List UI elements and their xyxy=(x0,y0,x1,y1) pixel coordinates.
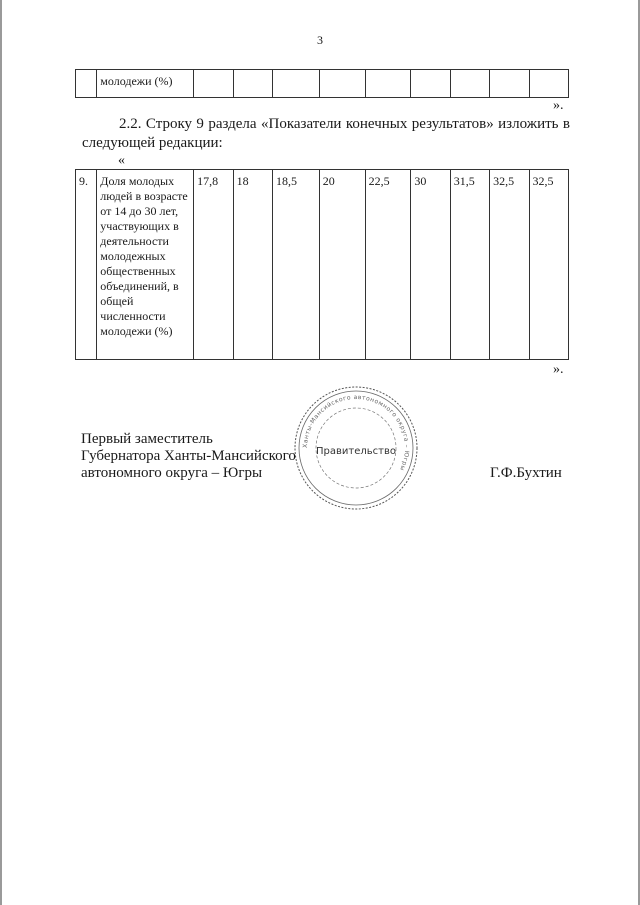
value-cell: 32,5 xyxy=(529,170,568,360)
table-cell: молодежи (%) xyxy=(97,70,194,98)
table-cell xyxy=(411,70,450,98)
table-cell xyxy=(272,70,319,98)
table-cell xyxy=(450,70,489,98)
table-row xyxy=(76,70,569,98)
value-cell: 30 xyxy=(411,170,450,360)
scan-edge-left xyxy=(0,0,2,905)
table-cell xyxy=(529,70,568,98)
official-stamp xyxy=(292,384,420,512)
table-cell xyxy=(194,70,233,98)
table-row-9 xyxy=(75,169,569,360)
signatory-name: Г.Ф.Бухтин xyxy=(490,465,562,481)
table-cell xyxy=(76,70,97,98)
closing-quote: ». xyxy=(553,362,564,377)
signatory-title-line-1: Первый заместитель xyxy=(81,431,213,447)
table-cell xyxy=(319,70,365,98)
value-cell: 32,5 xyxy=(490,170,529,360)
stamp-ring-text: Ханты-Мансийского автономного округа – Югры xyxy=(301,393,411,472)
row-number-cell: 9. xyxy=(76,170,97,360)
table-cell xyxy=(365,70,411,98)
signatory-title-line-3: автономного округа – Югры xyxy=(81,465,263,481)
table-cell xyxy=(233,70,272,98)
indicator-cell: Доля молодых людей в возрасте от 14 до 30 лет, участвующих в деятельности молодежных общественных объединений, в общей численности молодежи (%) xyxy=(97,170,194,360)
stamp-center-text: Правительство xyxy=(316,446,396,457)
table-top-fragment xyxy=(75,69,569,98)
value-cell: 22,5 xyxy=(365,170,411,360)
value-cell: 31,5 xyxy=(450,170,489,360)
table-cell xyxy=(490,70,529,98)
signatory-block xyxy=(81,431,296,482)
value-cell: 18 xyxy=(233,170,272,360)
page-number: 3 xyxy=(317,33,323,47)
signatory-title-line-2: Губернатора Ханты-Мансийского xyxy=(81,448,296,464)
table-row xyxy=(76,170,569,360)
value-cell: 18,5 xyxy=(272,170,319,360)
value-cell: 17,8 xyxy=(194,170,233,360)
opening-quote: « xyxy=(118,153,125,168)
amendment-paragraph: 2.2. Строку 9 раздела «Показатели конечных результатов» изложить в следующей редакции: xyxy=(82,116,570,151)
value-cell: 20 xyxy=(319,170,365,360)
closing-quote: ». xyxy=(553,98,564,113)
